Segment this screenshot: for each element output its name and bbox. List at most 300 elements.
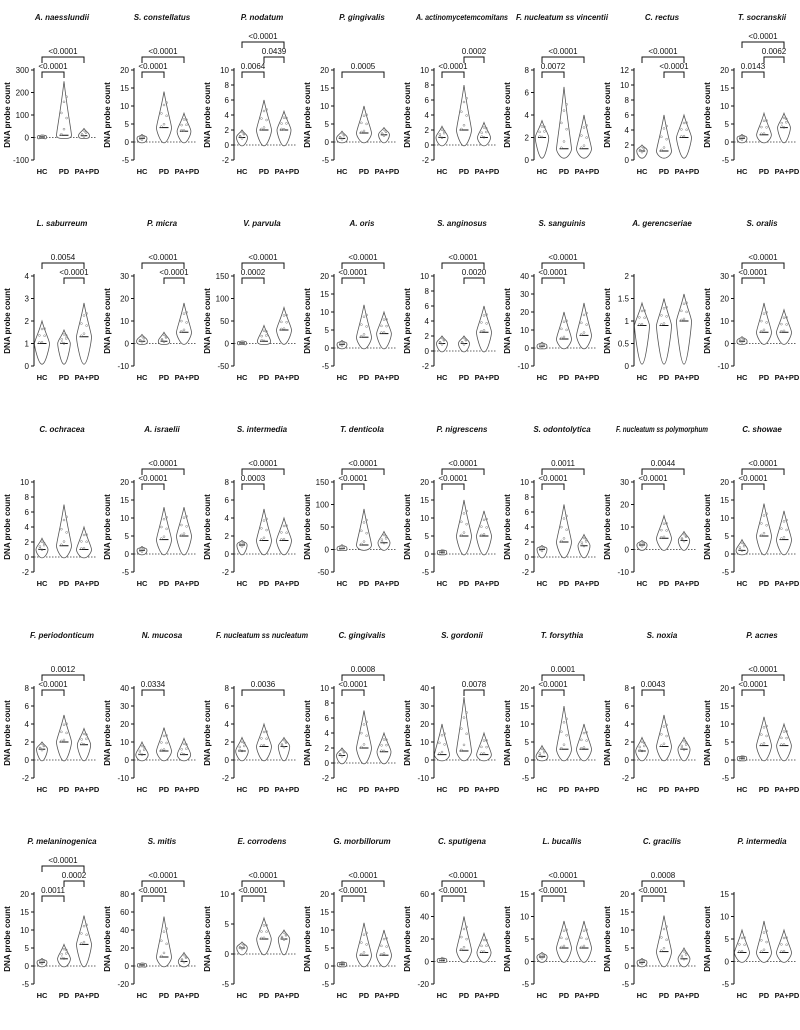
chart-title: T. forsythia (540, 631, 584, 640)
y-tick-label: 10 (720, 102, 729, 111)
y-axis-label: DNA probe count (3, 700, 12, 766)
x-category-label: PD (658, 373, 670, 382)
chart-title: F. nucleatum ss nucleatum (216, 631, 308, 640)
y-tick-label: -5 (321, 980, 329, 989)
y-tick-label: 10 (620, 523, 629, 532)
panel-svg (600, 824, 700, 1030)
panel-svg (400, 618, 500, 824)
x-category-label: PA+PD (274, 785, 300, 794)
p-value-label: <0.0001 (748, 253, 778, 262)
y-tick-label: 2 (524, 538, 529, 547)
y-tick-label: -20 (117, 980, 129, 989)
p-value-label: <0.0001 (448, 459, 478, 468)
y-tick-label: 30 (420, 702, 429, 711)
y-tick-label: 5 (524, 935, 529, 944)
y-tick-label: 30 (120, 272, 129, 281)
y-tick-label: 8 (324, 699, 329, 708)
violin-pd (757, 717, 772, 761)
x-category-label: HC (336, 167, 348, 176)
x-category-label: HC (536, 579, 548, 588)
y-tick-label: -5 (521, 774, 529, 783)
p-value-label: <0.0001 (138, 886, 168, 895)
x-category-label: HC (236, 167, 248, 176)
p-value-label: <0.0001 (738, 268, 768, 277)
significance-bracket (742, 278, 764, 284)
y-tick-label: -5 (721, 980, 729, 989)
y-tick-label: 0 (324, 962, 329, 971)
x-category-label: PA+PD (474, 991, 500, 1000)
y-tick-label: 12 (620, 66, 629, 75)
y-tick-label: 4 (524, 111, 529, 120)
y-tick-label: 0 (24, 756, 29, 765)
y-tick-label: -50 (317, 568, 329, 577)
x-category-label: HC (236, 579, 248, 588)
y-tick-label: 20 (120, 944, 129, 953)
y-axis-label: DNA probe count (503, 494, 512, 560)
violin-pd (657, 516, 672, 551)
chart-title: S. noxia (646, 631, 678, 640)
panel-svg (700, 824, 800, 1030)
y-axis-label: DNA probe count (203, 906, 212, 972)
y-tick-label: 0 (424, 347, 429, 356)
chart-title: P. micra (146, 219, 178, 228)
p-value-label: <0.0001 (38, 680, 68, 689)
x-category-label: HC (436, 785, 448, 794)
p-value-label: <0.0001 (148, 47, 178, 56)
chart-title: A. israelii (144, 425, 180, 434)
y-tick-label: 2 (624, 272, 629, 281)
violin-papd (477, 511, 492, 555)
y-tick-label: 10 (420, 66, 429, 75)
significance-bracket (42, 896, 64, 902)
violin-pd (657, 916, 672, 967)
y-axis-label: DNA probe count (603, 288, 612, 354)
p-value-label: 0.0036 (250, 680, 276, 689)
chart-title: S. mitis (147, 837, 177, 846)
y-axis-label: DNA probe count (503, 288, 512, 354)
violin-papd (478, 123, 491, 146)
violin-hc (637, 145, 648, 158)
violin-hc (535, 121, 549, 159)
p-value-label: <0.0001 (448, 871, 478, 880)
significance-bracket (242, 690, 284, 696)
panel-19 (300, 412, 400, 618)
violin-pd (357, 305, 372, 349)
y-tick-label: 20 (620, 890, 629, 899)
y-tick-label: 5 (724, 120, 729, 129)
violin-papd (177, 303, 192, 344)
y-tick-label: 20 (120, 478, 129, 487)
violin-pd (58, 330, 71, 364)
y-tick-label: 8 (424, 81, 429, 90)
p-value-label: 0.0020 (461, 268, 487, 277)
y-tick-label: 10 (420, 514, 429, 523)
x-category-label: HC (736, 579, 748, 588)
panel-12 (400, 206, 500, 412)
x-category-label: PD (658, 785, 670, 794)
panel-svg (600, 0, 700, 206)
y-tick-label: -2 (221, 156, 229, 165)
y-axis-label: DNA probe count (703, 906, 712, 972)
panel-32 (0, 824, 100, 1030)
x-category-label: PA+PD (774, 579, 800, 588)
y-tick-label: 6 (324, 714, 329, 723)
panel-39 (700, 824, 800, 1030)
x-category-label: HC (336, 579, 348, 588)
x-category-label: HC (136, 785, 148, 794)
panel-18 (200, 412, 300, 618)
y-tick-label: 0 (224, 141, 229, 150)
p-value-label: <0.0001 (48, 47, 78, 56)
x-category-label: PA+PD (774, 373, 800, 382)
y-tick-label: 10 (420, 738, 429, 747)
x-category-label: PD (158, 991, 170, 1000)
x-category-label: PD (258, 579, 270, 588)
panel-svg (300, 824, 400, 1030)
y-tick-label: 300 (15, 66, 29, 75)
p-value-label: <0.0001 (338, 474, 368, 483)
y-tick-label: 15 (20, 908, 29, 917)
y-tick-label: 30 (720, 272, 729, 281)
y-tick-label: -5 (621, 980, 629, 989)
violin-papd (577, 303, 592, 349)
significance-bracket (342, 690, 364, 696)
y-tick-label: 30 (520, 290, 529, 299)
y-tick-label: 0 (424, 957, 429, 967)
y-axis-label: DNA probe count (403, 700, 412, 766)
violin-hc (36, 538, 48, 558)
y-tick-label: 10 (620, 81, 629, 90)
y-tick-label: 0 (624, 962, 629, 971)
significance-bracket (64, 278, 84, 284)
violin-pd (57, 715, 72, 761)
x-category-label: PD (158, 579, 170, 588)
panel-1 (100, 0, 200, 206)
x-category-label: PD (658, 579, 670, 588)
y-tick-label: -10 (117, 774, 129, 783)
y-tick-label: 0 (224, 550, 229, 559)
y-tick-label: 6 (624, 702, 629, 711)
violin-pd (357, 106, 372, 143)
chart-title: P. intermedia (737, 837, 787, 846)
p-value-label: <0.0001 (38, 62, 68, 71)
y-tick-label: 0 (224, 950, 229, 959)
y-tick-label: 40 (120, 684, 129, 693)
x-category-label: HC (536, 785, 548, 794)
violin-hc (337, 545, 347, 551)
panel-svg (400, 824, 500, 1030)
x-category-label: HC (136, 991, 148, 1000)
x-category-label: PA+PD (674, 785, 700, 794)
significance-bracket (642, 896, 664, 902)
y-tick-label: -5 (121, 568, 129, 577)
y-tick-label: 0 (124, 138, 129, 147)
panel-svg (700, 412, 800, 618)
y-axis-label: DNA probe count (203, 700, 212, 766)
y-tick-label: 50 (320, 523, 329, 532)
x-category-label: PD (758, 991, 770, 1000)
x-category-label: HC (736, 785, 748, 794)
y-tick-label: 0 (224, 339, 229, 349)
y-tick-label: 0 (724, 957, 729, 967)
y-tick-label: 0 (124, 962, 129, 971)
panel-7 (700, 0, 800, 206)
x-category-label: HC (436, 991, 448, 1000)
violin-papd (777, 310, 792, 345)
y-axis-label: DNA probe count (403, 494, 412, 560)
x-category-label: PD (558, 579, 570, 588)
violin-papd (277, 111, 291, 146)
panel-svg (200, 618, 308, 824)
panel-30 (600, 618, 700, 824)
x-category-label: PD (258, 373, 270, 382)
p-value-label: <0.0001 (538, 680, 568, 689)
panel-svg (700, 206, 800, 412)
y-tick-label: 100 (215, 294, 229, 304)
significance-bracket (142, 690, 164, 696)
p-value-label: <0.0001 (548, 871, 578, 880)
y-tick-label: 5 (724, 935, 729, 944)
x-category-label: PD (58, 785, 70, 794)
panel-27 (300, 618, 400, 824)
chart-title: V. parvula (243, 219, 281, 228)
y-tick-label: 20 (320, 272, 329, 281)
chart-title: G. morbillorum (333, 837, 391, 846)
y-axis-label: DNA probe count (103, 288, 112, 354)
x-category-label: HC (436, 167, 448, 176)
violin-papd (777, 724, 792, 761)
significance-bracket (642, 484, 664, 490)
p-value-label: 0.0003 (240, 474, 266, 483)
x-category-label: PA+PD (374, 579, 400, 588)
chart-title: P. acnes (746, 631, 778, 640)
y-tick-label: 4 (524, 523, 529, 532)
x-category-label: PA+PD (474, 373, 500, 382)
p-value-label: <0.0001 (138, 474, 168, 483)
x-category-label: PD (158, 167, 170, 176)
y-tick-label: 0 (124, 550, 129, 559)
x-category-label: PA+PD (674, 373, 700, 382)
y-tick-label: 100 (315, 500, 329, 510)
y-axis-label: DNA probe count (3, 494, 12, 560)
y-tick-label: 20 (20, 890, 29, 899)
y-tick-label: 30 (620, 478, 629, 487)
panel-svg (200, 0, 300, 206)
y-tick-label: 20 (320, 66, 329, 75)
y-tick-label: 6 (524, 88, 529, 98)
x-category-label: PD (458, 167, 470, 176)
x-category-label: HC (36, 991, 48, 1000)
y-tick-label: 5 (124, 532, 129, 541)
p-value-label: 0.0334 (140, 680, 166, 689)
panel-3 (300, 0, 400, 206)
y-tick-label: 20 (120, 66, 129, 75)
x-category-label: PD (58, 579, 70, 588)
y-tick-label: 5 (324, 944, 329, 953)
violin-pd (357, 711, 372, 764)
x-category-label: PA+PD (574, 785, 600, 794)
y-tick-label: 10 (20, 478, 29, 487)
x-category-label: HC (636, 373, 648, 382)
y-tick-label: 20 (420, 935, 429, 944)
x-category-label: PA+PD (74, 579, 100, 588)
chart-title: F. nucleatum ss vincentii (516, 13, 609, 22)
x-category-label: PD (58, 167, 70, 176)
y-axis-label: DNA probe count (703, 494, 712, 560)
y-tick-label: -5 (721, 568, 729, 577)
y-tick-label: 20 (720, 294, 729, 304)
y-tick-label: -5 (221, 980, 229, 989)
y-tick-label: -10 (717, 362, 729, 371)
panel-14 (600, 206, 700, 412)
panel-22 (600, 412, 708, 618)
violin-pd (457, 500, 472, 555)
violin-hc (735, 930, 750, 962)
x-category-label: HC (236, 373, 248, 382)
significance-bracket (342, 484, 364, 490)
p-value-label: <0.0001 (538, 886, 568, 895)
y-tick-label: 4 (24, 720, 29, 729)
y-tick-label: 2 (24, 317, 29, 326)
panel-svg (0, 0, 100, 206)
y-tick-label: 10 (520, 720, 529, 729)
violin-pd (557, 312, 572, 349)
p-value-label: <0.0001 (638, 886, 668, 895)
significance-bracket (242, 278, 264, 284)
y-tick-label: 6 (624, 111, 629, 120)
y-tick-label: 0 (124, 339, 129, 349)
y-tick-label: -2 (621, 774, 629, 783)
p-value-label: <0.0001 (248, 459, 278, 468)
violin-pd (557, 921, 572, 962)
violin-papd (177, 507, 192, 555)
y-tick-label: 10 (320, 308, 329, 317)
p-value-label: <0.0001 (48, 856, 78, 865)
significance-bracket (542, 72, 564, 78)
y-tick-label: 2 (324, 744, 329, 753)
p-value-label: <0.0001 (748, 32, 778, 41)
x-category-label: PA+PD (374, 373, 400, 382)
panel-6 (600, 0, 700, 206)
p-value-label: <0.0001 (159, 268, 189, 277)
panel-0 (0, 0, 100, 206)
chart-title: E. corrodens (237, 837, 287, 846)
y-tick-label: 10 (720, 514, 729, 523)
significance-bracket (264, 57, 284, 63)
panel-8 (0, 206, 100, 412)
violin-pd (357, 509, 372, 550)
significance-bracket (164, 278, 184, 284)
y-tick-label: 15 (620, 908, 629, 917)
violin-pd (157, 728, 172, 761)
y-tick-label: 150 (315, 478, 329, 487)
y-tick-label: 50 (220, 317, 229, 326)
panel-svg (600, 206, 700, 412)
panel-svg (100, 824, 200, 1030)
x-category-label: HC (536, 167, 548, 176)
y-tick-label: 0 (24, 133, 29, 143)
y-tick-label: 15 (720, 890, 729, 899)
x-category-label: HC (636, 579, 648, 588)
p-value-label: <0.0001 (148, 871, 178, 880)
y-axis-label: DNA probe count (3, 82, 12, 148)
chart-title: C. gingivalis (338, 631, 386, 640)
p-value-label: <0.0001 (538, 474, 568, 483)
violin-pd (157, 92, 172, 143)
x-category-label: PD (758, 167, 770, 176)
y-tick-label: 0 (24, 362, 29, 371)
y-tick-label: 10 (120, 317, 129, 326)
y-tick-label: 20 (520, 308, 529, 317)
y-tick-label: 0 (524, 553, 529, 562)
y-tick-label: 0 (724, 756, 729, 765)
chart-title: F. periodonticum (30, 631, 94, 640)
significance-bracket (664, 72, 684, 78)
chart-title: T. socranskii (737, 13, 787, 22)
significance-bracket (342, 896, 364, 902)
panel-svg (700, 0, 800, 206)
violin-pd (557, 505, 572, 558)
y-tick-label: 0 (624, 756, 629, 765)
significance-bracket (342, 278, 364, 284)
x-category-label: PD (158, 373, 170, 382)
p-value-label: 0.0008 (650, 871, 676, 880)
y-tick-label: 10 (120, 738, 129, 747)
violin-hc (436, 126, 448, 146)
y-tick-label: 4 (24, 523, 29, 532)
x-category-label: PD (758, 579, 770, 588)
violin-hc (35, 321, 50, 364)
x-category-label: PD (358, 167, 370, 176)
y-axis-label: DNA probe count (303, 494, 312, 560)
y-tick-label: 8 (224, 684, 229, 693)
chart-title: T. denticola (340, 425, 384, 434)
y-tick-label: 10 (720, 317, 729, 326)
x-category-label: HC (436, 373, 448, 382)
panel-svg (200, 824, 300, 1030)
chart-title: L. saburreum (36, 219, 88, 228)
p-value-label: 0.0011 (41, 886, 65, 895)
y-tick-label: 2 (424, 126, 429, 135)
chart-title: S. anginosus (437, 219, 487, 228)
chart-title: S. gordonii (441, 631, 483, 640)
y-tick-label: 6 (224, 96, 229, 105)
y-tick-label: 5 (324, 120, 329, 129)
x-category-label: PD (358, 373, 370, 382)
y-tick-label: 2 (424, 332, 429, 341)
p-value-label: <0.0001 (648, 47, 678, 56)
y-tick-label: 4 (424, 317, 429, 326)
p-value-label: 0.0439 (261, 47, 287, 56)
panel-svg (0, 412, 100, 618)
panel-36 (400, 824, 500, 1030)
y-tick-label: 20 (420, 478, 429, 487)
p-value-label: 0.0044 (650, 459, 676, 468)
x-category-label: PA+PD (774, 167, 800, 176)
x-category-label: PA+PD (274, 373, 300, 382)
panel-svg (100, 618, 200, 824)
y-tick-label: 2 (624, 141, 629, 150)
p-value-label: <0.0001 (338, 680, 368, 689)
panel-svg (300, 618, 400, 824)
y-tick-label: -5 (121, 156, 129, 165)
y-tick-label: 0 (724, 550, 729, 559)
panel-15 (700, 206, 800, 412)
panel-svg (600, 412, 708, 618)
violin-pd (657, 715, 672, 761)
p-value-label: 0.0143 (740, 62, 766, 71)
y-tick-label: 4 (324, 729, 329, 738)
